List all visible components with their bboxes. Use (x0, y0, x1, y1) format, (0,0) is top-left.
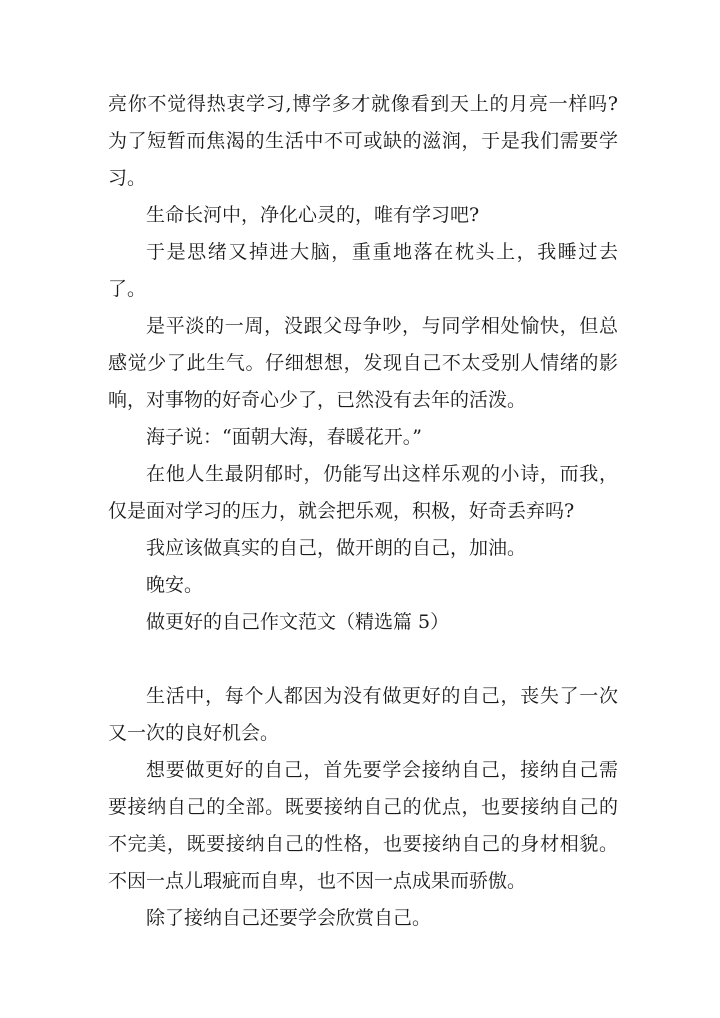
paragraph: 生命长河中，净化心灵的，唯有学习吧? (146, 204, 480, 226)
paragraph: 在他人生最阴郁时，仍能写出这样乐观的小诗，而我，仅是面对学习的压力，就会把乐观，积极，好奇丢弃吗? (108, 463, 618, 522)
paragraph: 是平淡的一周，没跟父母争吵，与同学相处愉快，但总感觉少了此生气。仔细想想，发现自己不太受别人情绪的影响，对事物的好奇心少了，已然没有去年的活泼。 (108, 315, 618, 411)
paragraph: 海子说：“面朝大海，春暖花开。” (146, 426, 422, 448)
paragraph: 生活中，每个人都因为没有做更好的自己，丧失了一次又一次的良好机会。 (108, 685, 618, 744)
paragraph: 想要做更好的自己，首先要学会接纳自己，接纳自己需要接纳自己的全部。既要接纳自己的优点，也要接纳自己的不完美，既要接纳自己的性格，也要接纳自己的身材相貌。不因一点儿瑕疵而自卑，也不因一点成果而骄傲。 (108, 759, 618, 892)
paragraph-continuation: 亮你不觉得热衷学习,博学多才就像看到天上的月亮一样吗?为了短暂而焦渴的生活中不可或缺的滋润，于是我们需要学习。 (108, 93, 618, 189)
document-body (108, 86, 618, 937)
paragraph: 除了接纳自己还要学会欣赏自己。 (146, 907, 432, 929)
blank-line (108, 641, 618, 678)
section-heading: 做更好的自己作文范文（精选篇 5） (146, 611, 450, 633)
paragraph: 晚安。 (146, 574, 204, 596)
paragraph: 于是思绪又掉进大脑，重重地落在枕头上，我睡过去了。 (108, 241, 618, 300)
paragraph: 我应该做真实的自己，做开朗的自己，加油。 (146, 537, 527, 559)
